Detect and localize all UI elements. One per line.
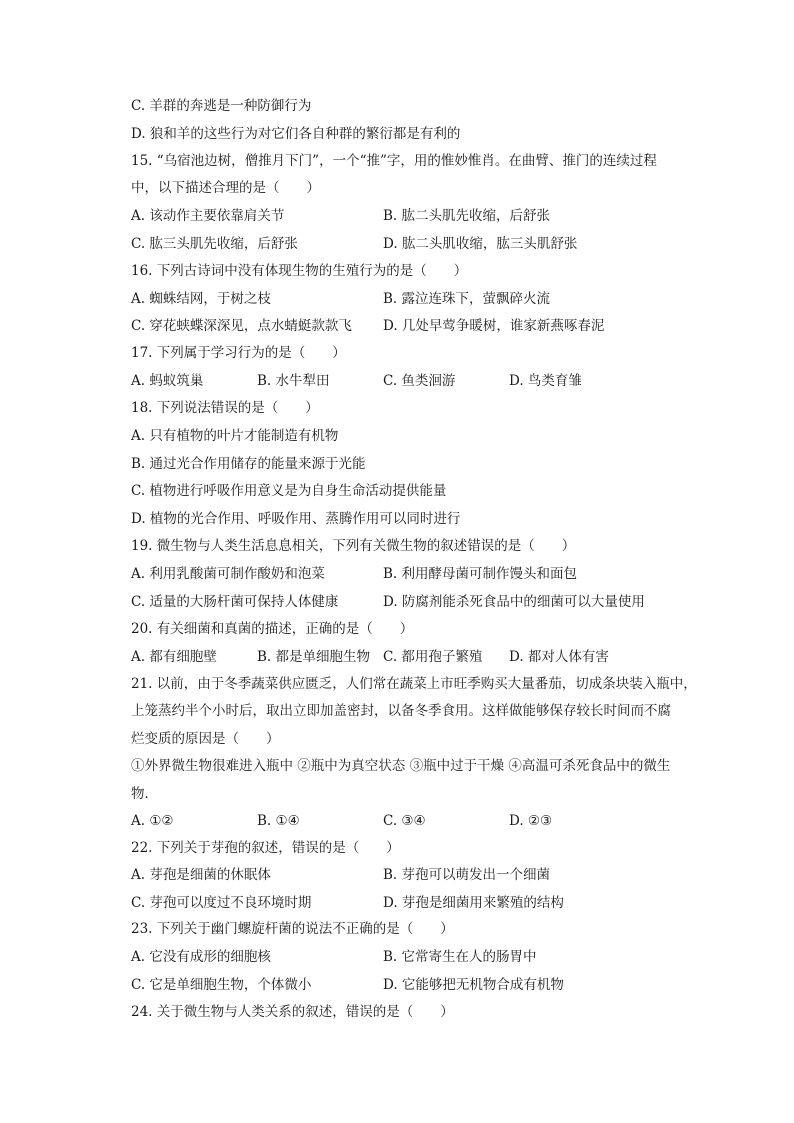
question-20-stem: 20. 有关细菌和真菌的描述，正确的是（ ）	[131, 621, 414, 637]
question-24-stem: 24. 关于微生物与人类关系的叙述，错误的是（ ）	[131, 1004, 454, 1020]
question-22-option-d: D. 芽孢是细菌用来繁殖的结构	[383, 895, 564, 911]
question-19-option-c: C. 适量的大肠杆菌可保持人体健康	[131, 594, 339, 610]
question-19-option-a: A. 利用乳酸菌可制作酸奶和泡菜	[131, 566, 325, 582]
question-17-option-b: B. 水牛犁田	[257, 373, 330, 389]
question-17-option-c: C. 鱼类洄游	[383, 373, 456, 389]
question-21-stem-cont-2: 烂变质的原因是（ ）	[131, 731, 280, 747]
question-19-stem: 19. 微生物与人类生活息息相关，下列有关微生物的叙述错误的是（ ）	[131, 538, 576, 554]
question-16-option-b: B. 露泣连珠下，萤飘碎火流	[383, 291, 551, 307]
question-22-stem: 22. 下列关于芽孢的叙述，错误的是（ ）	[131, 840, 400, 856]
question-15-option-c: C. 肱三头肌先收缩，后舒张	[131, 236, 298, 252]
question-17-option-d: D. 鸟类育雏	[509, 373, 582, 389]
question-17-option-a: A. 蚂蚁筑巢	[131, 373, 204, 389]
question-14-option-d: D. 狼和羊的这些行为对它们各自种群的繁衍都是有利的	[131, 126, 461, 142]
question-21-statements-cont: 物．	[131, 786, 158, 802]
question-20-option-c: C. 都用孢子繁殖	[383, 649, 483, 665]
question-14-option-c: C. 羊群的奔逃是一种防御行为	[131, 98, 312, 114]
question-15-stem-cont: 中，以下描述合理的是（ ）	[131, 180, 320, 196]
question-22-option-b: B. 芽孢可以萌发出一个细菌	[383, 867, 551, 883]
question-16-stem: 16. 下列古诗词中没有体现生物的生殖行为的是（ ）	[131, 263, 468, 279]
question-21-stem: 21. 以前，由于冬季蔬菜供应匮乏，人们常在蔬菜上市旺季购买大量番茄，切成条块装入瓶中，	[131, 676, 697, 692]
question-18-option-a: A. 只有植物的叶片才能制造有机物	[131, 428, 339, 444]
question-21-stem-cont-1: 上笼蒸约半个小时后，取出立即加盖密封，以备冬季食用。这样做能够保存较长时间而不腐	[131, 703, 671, 719]
question-21-option-b: B. ①④	[257, 813, 300, 829]
question-18-option-d: D. 植物的光合作用、呼吸作用、蒸腾作用可以同时进行	[131, 511, 461, 527]
question-21-statements: ①外界微生物很难进入瓶中 ②瓶中为真空状态 ③瓶中过于干燥 ④高温可杀死食品中的微生	[131, 758, 671, 774]
question-16-option-c: C. 穿花蛱蝶深深见，点水蜻蜓款款飞	[131, 318, 352, 334]
question-20-option-a: A. 都有细胞壁	[131, 649, 217, 665]
question-23-stem: 23. 下列关于幽门螺旋杆菌的说法不正确的是（ ）	[131, 921, 454, 937]
question-23-option-b: B. 它常寄生在人的肠胃中	[383, 949, 537, 965]
question-15-option-d: D. 肱二头肌收缩，肱三头肌舒张	[383, 236, 578, 252]
question-20-option-b: B. 都是单细胞生物	[257, 649, 371, 665]
question-18-stem: 18. 下列说法错误的是（ ）	[131, 400, 319, 416]
question-19-option-b: B. 利用酵母菌可制作馒头和面包	[383, 566, 578, 582]
question-15-stem: 15. “乌宿池边树，僧推月下门”，一个“推”字，用的惟妙惟肖。在曲臂、推门的连续过程	[131, 153, 657, 169]
question-18-option-b: B. 通过光合作用储存的能量来源于光能	[131, 456, 366, 472]
question-16-option-a: A. 蜘蛛结网，于树之枝	[131, 291, 271, 307]
question-19-option-d: D. 防腐剂能杀死食品中的细菌可以大量使用	[383, 594, 645, 610]
question-16-option-d: D. 几处早莺争暖树，谁家新燕啄春泥	[383, 318, 605, 334]
question-23-option-a: A. 它没有成形的细胞核	[131, 949, 271, 965]
question-23-option-c: C. 它是单细胞生物，个体微小	[131, 977, 312, 993]
question-23-option-d: D. 它能够把无机物合成有机物	[383, 977, 564, 993]
question-15-option-a: A. 该动作主要依靠肩关节	[131, 208, 285, 224]
question-15-option-b: B. 肱二头肌先收缩，后舒张	[383, 208, 551, 224]
question-21-option-a: A. ①②	[131, 813, 174, 829]
question-17-stem: 17. 下列属于学习行为的是（ ）	[131, 345, 346, 361]
question-21-option-c: C. ③④	[383, 813, 426, 829]
question-18-option-c: C. 植物进行呼吸作用意义是为自身生命活动提供能量	[131, 483, 447, 499]
question-20-option-d: D. 都对人体有害	[509, 649, 609, 665]
question-22-option-a: A. 芽孢是细菌的休眠体	[131, 867, 271, 883]
question-22-option-c: C. 芽孢可以度过不良环境时期	[131, 895, 312, 911]
question-21-option-d: D. ②③	[509, 813, 553, 829]
